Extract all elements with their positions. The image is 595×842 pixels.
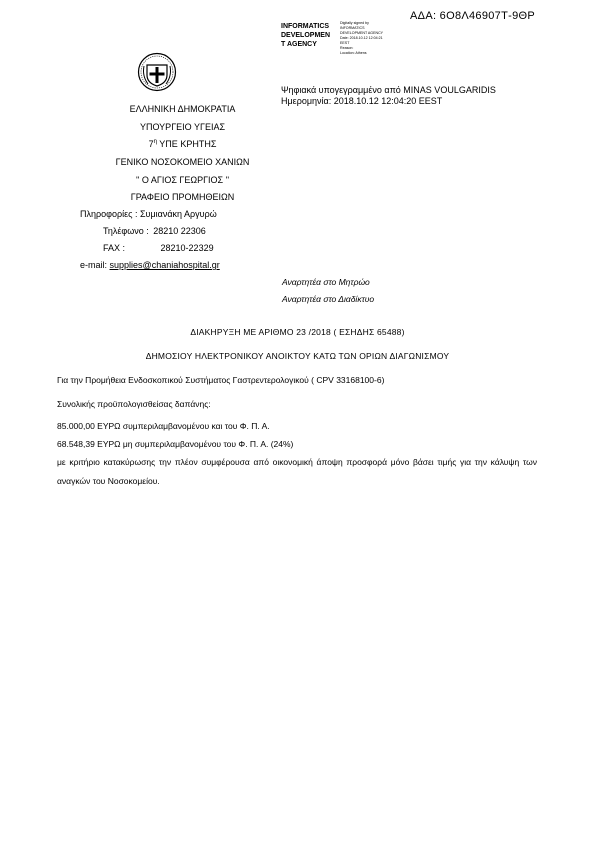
header-line: '' Ο ΑΓΙΟΣ ΓΕΩΡΓΙΟΣ '' [135,175,230,185]
fax-row [103,243,214,253]
signature-fine-line: Location: Athens [340,51,367,55]
amount-without-vat: 68.548,39 ΕΥΡΩ μη συμπεριλαμβανομένου του Φ. Π. Α. (24%) [57,439,294,449]
fax-value: 28210-22329 [160,243,214,253]
signature-fine-line: EEST [340,41,350,45]
email-label: e-mail: [80,260,108,270]
signature-fine-line: Reason: [340,46,354,50]
signature-date: Ημερομηνία: 2018.10.12 12:04:20 EEST [281,96,443,106]
signature-fine-line: INFORMATICS [340,26,365,30]
fax-label: FAX : [103,243,126,253]
posted-registry: Αναρτητέα στο Μητρώο [282,277,370,287]
signature-agency-line: T AGENCY [281,41,317,48]
phone-row [103,226,206,236]
purpose-text: Για την Προμήθεια Ενδοσκοπικού Συστήματος Γαστρεντερολογικού ( CPV 33168100-6) [57,375,385,385]
header-line: ΓΕΝΙΚΟ ΝΟΣΟΚΟΜΕΙΟ ΧΑΝΙΩΝ [115,157,250,167]
notice-subtitle: ΔΗΜΟΣΙΟΥ ΗΛΕΚΤΡΟΝΙΚΟΥ ΑΝΟΙΚΤΟΥ ΚΑΤΩ ΤΩΝ ΟΡΙΩΝ ΔΙΑΓΩΝΙΣΜΟΥ [145,351,450,361]
signature-agency [281,22,330,49]
signature-agency-line: INFORMATICS [281,23,330,30]
info-value: Συμιανάκη Αργυρώ [139,209,217,219]
email-link[interactable]: supplies@chaniahospital.gr [109,260,220,270]
signature-signed-by: Ψηφιακά υπογεγραμμένο από MINAS VOULGARIDIS [281,85,496,95]
criterion-text: με κριτήριο κατακύρωσης την πλέον συμφέρουσα από οικονομική άποψη προσφορά μόνο βάσει τιμής για την κάλυψη των αναγκών του Νοσοκομείου. [57,457,537,486]
ada-code: ΑΔΑ: 6Ο8Λ46907Τ-9ΘΡ [410,10,535,22]
email-row [80,260,220,270]
info-label: Πληροφορίες : [80,209,138,219]
header-line: ΥΠΟΥΡΓΕΙΟ ΥΓΕΙΑΣ [139,122,226,132]
notice-title: ΔΙΑΚΗΡΥΞΗ ΜΕ ΑΡΙΘΜΟ 23 /2018 ( ΕΣΗΔΗΣ 65488) [190,327,405,337]
signature-fine-print [340,21,383,56]
greek-emblem-icon [137,52,177,97]
budget-label: Συνολικής προϋπολογισθείσας δαπάνης: [57,399,211,409]
info-row [80,209,217,219]
signature-fine-line: DEVELOPMENT AGENCY [340,31,384,35]
posted-internet: Αναρτητέα στο Διαδίκτυο [282,294,375,304]
header-line: ΓΡΑΦΕΙΟ ΠΡΟΜΗΘΕΙΩΝ [130,192,235,202]
signature-fine-line: Digitally signed by [340,21,369,25]
phone-value: 28210 22306 [153,226,206,236]
signature-fine-line: Date: 2018.10.12 12:04:21 [340,36,383,40]
header-line: ΕΛΛΗΝΙΚΗ ΔΗΜΟΚΡΑΤΙΑ [129,104,236,114]
amount-with-vat: 85.000,00 ΕΥΡΩ συμπεριλαμβανομένου και του Φ. Π. Α. [57,421,270,431]
phone-label: Τηλέφωνο : [103,226,149,236]
header-line: $7^\eta$ ΥΠΕ ΚΡΗΤΗΣ [148,139,217,149]
signature-agency-line: DEVELOPMEN [281,32,331,39]
